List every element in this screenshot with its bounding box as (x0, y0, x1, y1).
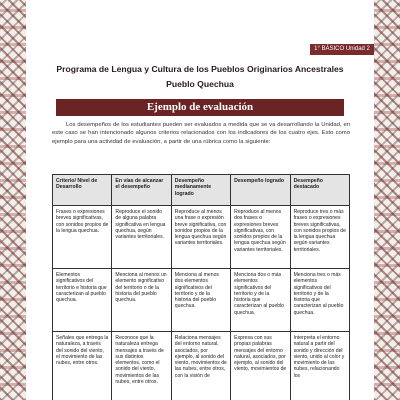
header-cell: Criterio/ Nivel de Desarrollo (53, 175, 112, 206)
header-cell: Desempeño medianamente logrado (171, 175, 230, 206)
table-cell: Interpreta el entorno natural a partir del sonido y dirección del viento, unido al color y movimiento de las nubes, relacionando los (290, 332, 349, 400)
table-cell: Menciona al menos dos elementos significativos del territorio y de la historia del pueblo quechua. (171, 269, 230, 332)
people-subtitle: Pueblo Quechua (166, 79, 234, 89)
table-row (53, 269, 350, 332)
rubric-table (52, 174, 350, 400)
table-cell: Reproduce el sonido de alguna palabra significativa en lengua quechua, según variantes territoriales. (112, 206, 171, 269)
rubric-header-row (53, 175, 350, 206)
table-cell: Menciona tres o más elementos significativos del territorio y de la historia que caracterizan al pueblo quechua. (290, 269, 349, 332)
header-cell: Desempeño logrado (231, 175, 290, 206)
decorative-border-right (374, 0, 400, 400)
decorative-border-left (0, 0, 26, 400)
table-cell: Señales que entrega la naturaleza, a través del sonido del viento, el movimiento de las nubes, entre otros. (53, 332, 112, 400)
table-cell: Menciona dos o más elementos significativos del territorio y de la historia que caracterizan al pueblo quechua. (231, 269, 290, 332)
table-cell: Reconoce que la naturaleza entrega mensajes a través de sus distintos elementos, como el sonido del viento, movimientos de las nubes, entre otros. (112, 332, 171, 400)
section-title-banner: Ejemplo de evaluación (56, 99, 344, 116)
program-title: Programa de Lengua y Cultura de los Pueblos Originarios Ancestrales (56, 64, 344, 74)
table-cell: Reproduce al menos dos frases o expresiones breves significativas, con sonidos propios de la lengua quechua según variantes territoriales. (231, 206, 290, 269)
intro-paragraph: Los desempeños de los estudiantes pueden ser evaluados a medida que se va desarrollando la Unidad, en este caso se han intencionado algunos criterios relacionados con los indicadores de los cuatro ejes. Esto como ejemplo para una actividad de evaluación, a partir de una rúbrica como la siguiente: (52, 122, 350, 145)
table-row (53, 332, 350, 400)
table-cell: Expresa con sus propias palabras mensajes del entorno natural, asociados, por ejemplo, al sonido del viento, movimientos de (231, 332, 290, 400)
table-cell: Reproduce al menos una frase o expresión breve significativa, con sonidos propios de la lengua quechua según variantes territoriales. (171, 206, 230, 269)
table-row (53, 206, 350, 269)
table-cell: Menciona al menos un elemento significativo del territorio o de la historia del pueblo quechua. (112, 269, 171, 332)
table-cell: Frases o expresiones breves significativas, con sonidos propios de la lengua quechua. (53, 206, 112, 269)
grade-unit-badge: 1° BÁSICO Unidad 2 (310, 44, 374, 55)
header-cell: En vías de alcanzar el desempeño (112, 175, 171, 206)
table-cell: Elementos significativos del territorio e historia que caracterizan al pueblo quechua. (53, 269, 112, 332)
table-cell: Relaciona mensajes del entorno natural, asociados, por ejemplo, al sonido del viento, movimientos de las nubes, entre otros, con la visión de (171, 332, 230, 400)
table-cell: Reproduce tres o más frases o expresiones breves significativas, con sonidos propios de la lengua quechua según variantes territoriales. (290, 206, 349, 269)
header-cell: Desempeño destacado (290, 175, 349, 206)
rubric-table-container (52, 174, 350, 400)
